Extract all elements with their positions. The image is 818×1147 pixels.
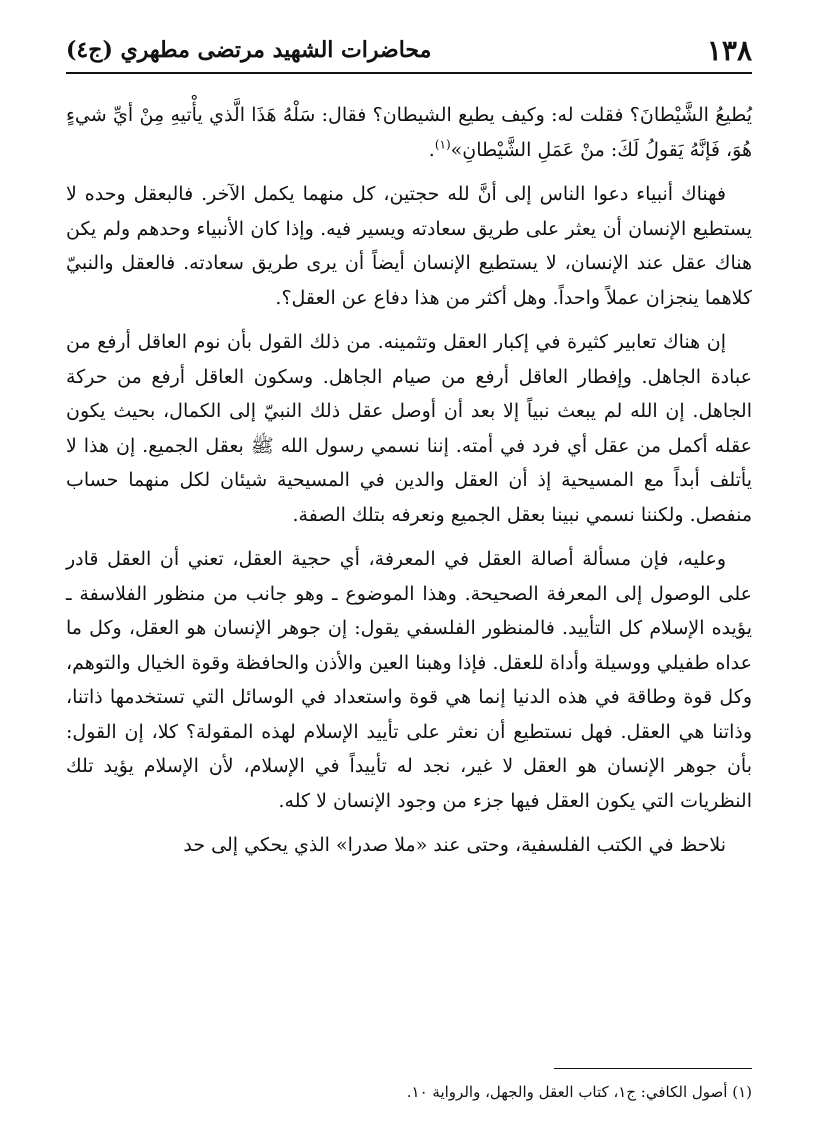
paragraph (66, 98, 752, 167)
paragraph: وعليه، فإن مسألة أصالة العقل في المعرفة، أي حجية العقل، تعني أن العقل قادر على الوصول إلى المعرفة الصحيحة. وهذا الموضوع ـ وهو جانب من منظور الفلاسفة ـ يؤيده الإسلام كل التأييد. فالمنظور الفلسفي يقول: إن جوهر الإنسان هو العقل، وكل ما عداه طفيلي ووسيلة وأداة للعقل. فإذا وهبنا العين والأذن والحافظة وقوة الخيال والتوهم، وكل قوة وطاقة في هذه الدنيا إنما هي قوة واستعداد في الوسائل التي تستخدمها ذاتنا، وذاتنا هي العقل. فهل نستطيع أن نعثر على تأييد الإسلام لهذه المقولة؟ كلا، إن القول: بأن جوهر الإنسان هو العقل لا غير، نجد له تأييداً في الإسلام، لأن الإسلام يؤيد تلك النظريات التي يكون العقل فيها جزء من وجود الإنسان لا كله. (66, 548, 753, 812)
paragraph: نلاحظ في الكتب الفلسفية، وحتى عند «ملا صدرا» الذي يحكي إلى حد (183, 834, 726, 856)
footnote-divider (554, 1068, 752, 1069)
paragraph: فهناك أنبياء دعوا الناس إلى أنَّ لله حجتين، كل منهما يكمل الآخر. فالبعقل وحده لا يستطيع الإنسان أن يعثر على طريق سعادته ويسير فيه. وإذا كان الأنبياء وحدهم ولم يكن هناك عقل عند الإنسان، لا يستطيع الإنسان أيضاً أن يرى طريق سعادته. فالعقل والنبيّ كلاهما ينجزان عملاً واحداً. وهل أكثر من هذا دفاع عن العقل؟. (66, 183, 753, 309)
page-body (66, 98, 752, 873)
paragraph-tail: . (428, 138, 435, 161)
paragraph-text: يُطيعُ الشَّيْطانَ؟ فقلت له: وكيف يطيع الشيطان؟ فقال: سَلْهُ هَذَا الَّذي يأْتيهِ مِنْ أيِّ شيءٍ هُوَ، فَإنَّهُ يَقولُ لَكَ: منْ عَمَلِ الشَّيْطانِ» (66, 104, 752, 161)
page-number: ١٣٨ (706, 33, 752, 67)
footnote: (١) أصول الكافي: ج١، كتاب العقل والجهل، والرواية ١٠. (406, 1083, 752, 1101)
footnote-reference[interactable]: (١) (434, 137, 451, 152)
paragraph: إن هناك تعابير كثيرة في إكبار العقل وتثمينه. من ذلك القول بأن نوم العاقل أرفع من عبادة الجاهل. وإفطار العاقل أرفع من صيام الجاهل. وسكون العاقل أرفع من حركة الجاهل. إن الله لم يبعث نبياً إلا بعد أن أوصل عقل ذلك النبيّ إلى الكمال، بحيث يكون عقله أكمل من عقل أي فرد في أمته. إننا نسمي رسول الله ﷺ بعقل الجميع. إن هذا لا يأتلف أبداً مع المسيحية إذ أن العقل والدين في المسيحية شيئان لكل منهما حساب منفصل. ولكننا نسمي نبينا بعقل الجميع ونعرفه بتلك الصفة. (66, 331, 753, 526)
running-title: محاضرات الشهيد مرتضى مطهري (ج٤) (66, 37, 432, 63)
page-header (66, 28, 752, 74)
